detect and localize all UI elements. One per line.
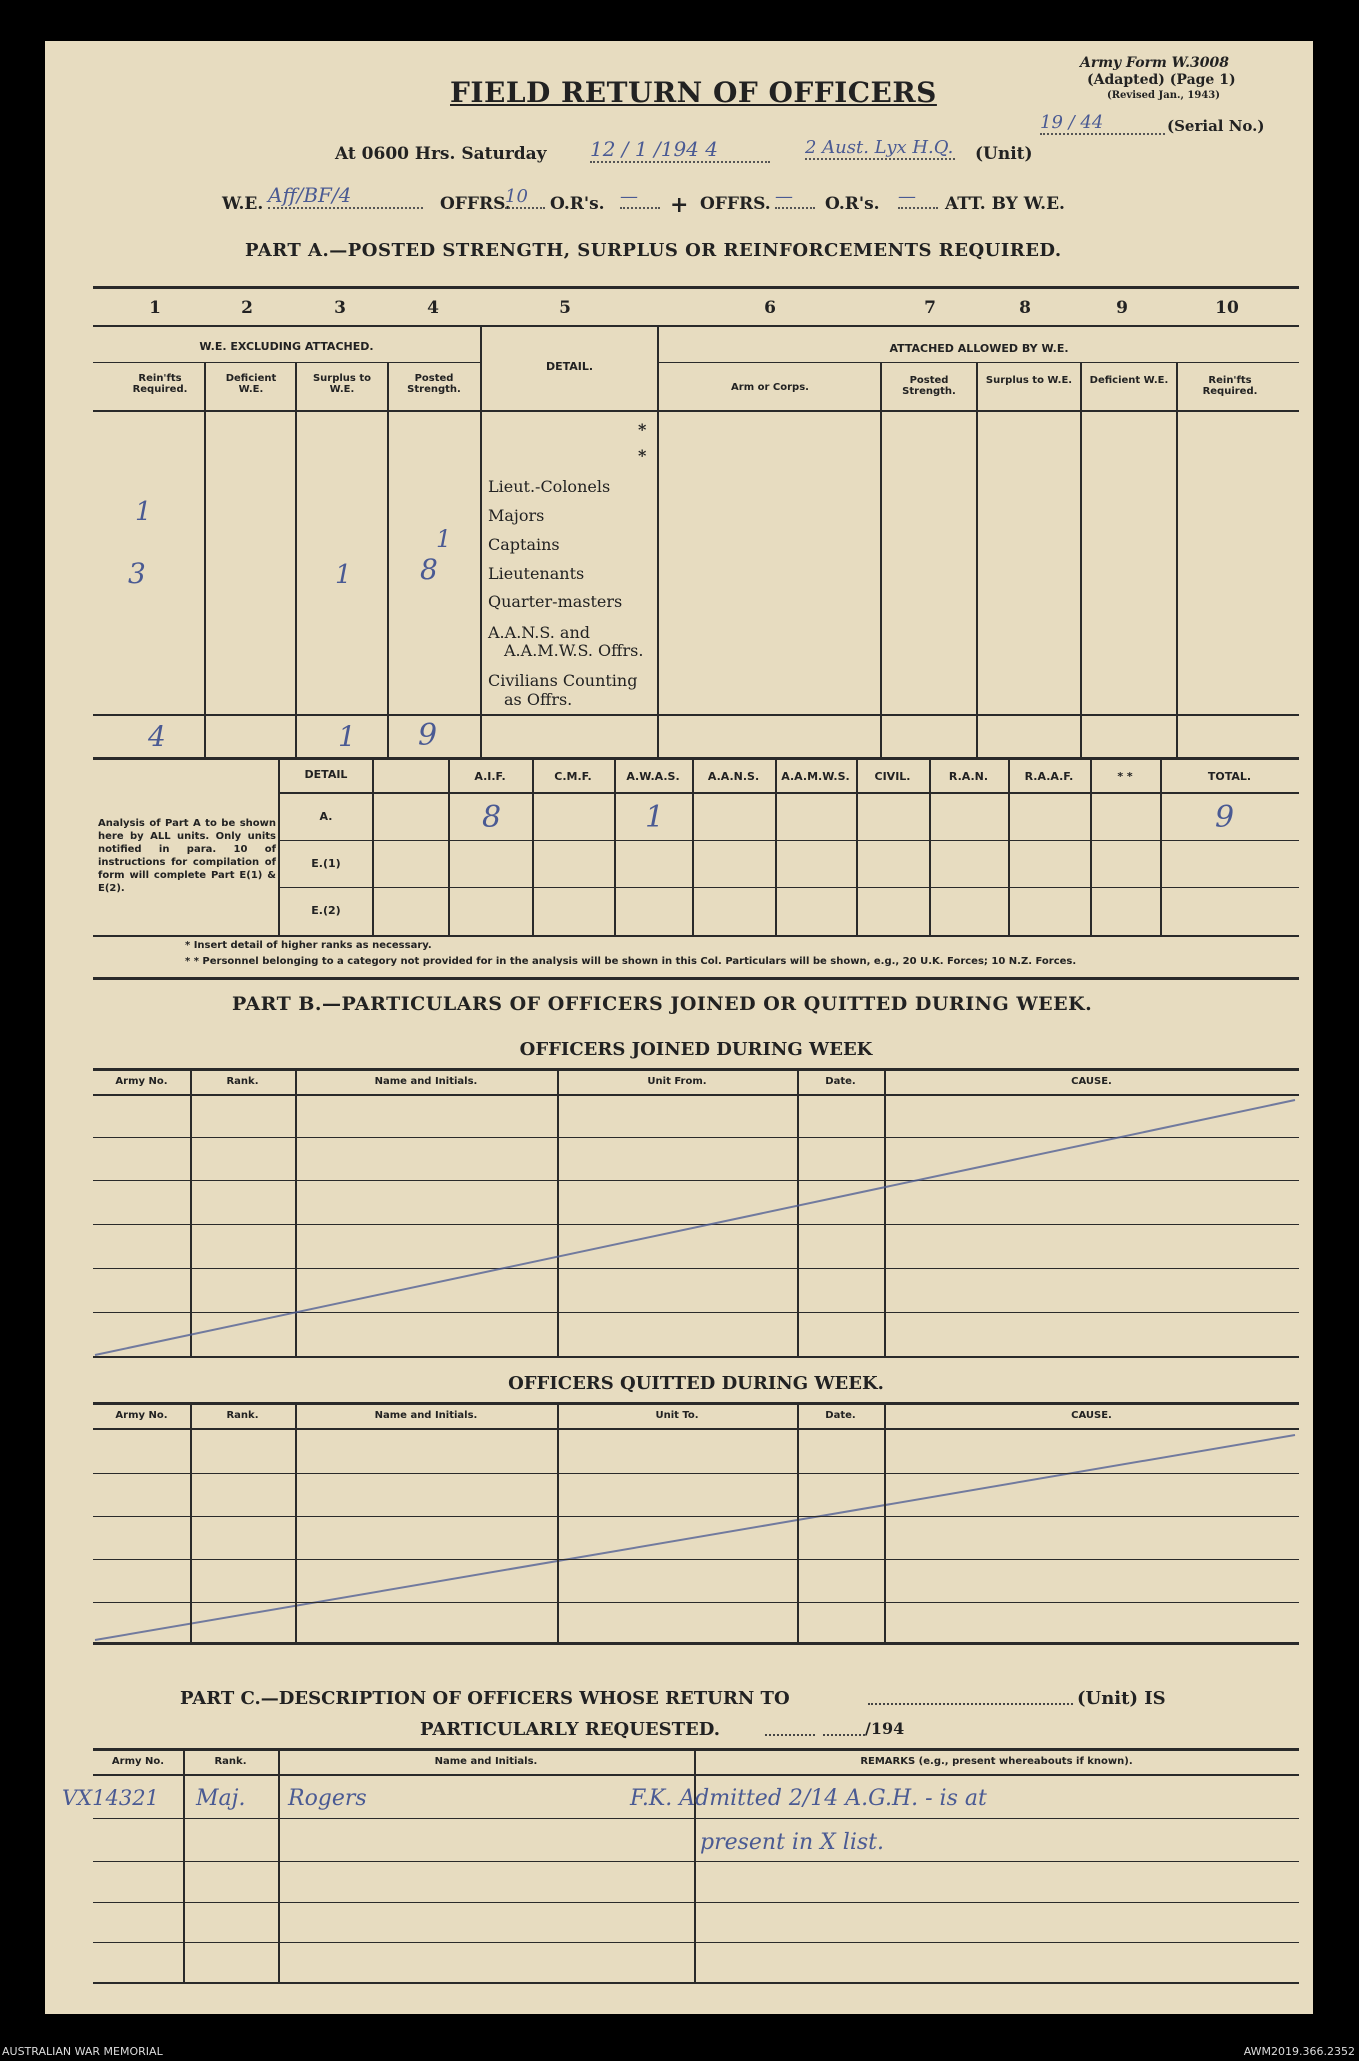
analysis-head-other: * * [1117,770,1133,783]
rank-aamws: A.A.M.W.S. Offrs. [504,641,644,660]
quitted-row-rule [93,1559,1299,1560]
joined-head-name: Name and Initials. [374,1076,478,1087]
col-number: 7 [924,298,936,318]
part-c-head-rule [93,1774,1299,1776]
unit-label: (Unit) [975,144,1033,164]
surplus-we-head: Surplus to W.E. [312,373,372,395]
part-c-date-blank-1 [765,1734,815,1736]
analysis-head-civil: CIVIL. [874,770,911,783]
part-b-title: PART B.—PARTICULARS OF OFFICERS JOINED OR QUITTED DURING WEEK. [232,993,1093,1015]
part-c-year: /194 [865,1719,905,1738]
part-c-row-rule [93,1942,1299,1943]
quitted-top-rule [93,1402,1299,1405]
hand-date: 12 / 1 /194 4 [590,137,770,163]
rank-quarter-masters: Quarter-masters [488,592,623,611]
quitted-divider [797,1402,799,1642]
hand-reinfts-majors: 1 [135,497,152,527]
att-surplus-we-head: Surplus to W.E. [985,375,1073,386]
part-c-unit-blank [868,1703,1073,1705]
form-title: FIELD RETURN OF OFFICERS [450,76,937,109]
joined-head-cause: CAUSE. [1071,1076,1112,1087]
part-c-bottom-rule [93,1982,1299,1984]
part-c-date-blank-2 [823,1734,865,1736]
analysis-head-cmf: C.M.F. [554,770,592,783]
part-c-divider [694,1748,696,1984]
quitted-divider [884,1402,886,1642]
hand-unit: 2 Aust. Lyx H.Q. [805,137,954,158]
quitted-head-name: Name and Initials. [374,1410,478,1421]
higher-rank-star: * [638,420,647,439]
part-c-head-name: Name and Initials. [434,1756,538,1767]
detail-heading: DETAIL. [545,360,594,373]
analysis-head-ran: R.A.N. [948,770,989,783]
hand-part-c-remark-1: F.K. Admitted 2/14 A.G.H. - is at [630,1786,987,1811]
rank-captains: Captains [488,535,560,554]
hand-part-c-name: Rogers [288,1786,367,1811]
quitted-row-rule [93,1473,1299,1474]
offrs2-label: OFFRS. [700,194,771,214]
hand-part-c-remark-2: present in X list. [700,1830,884,1855]
analysis-note: Analysis of Part A to be shown here by ALL units. Only units notified in para. 10 of instructions for compilation of form will complete Part E(1) & E(2). [98,818,276,894]
offrs-label: OFFRS. [440,194,511,214]
part-c-row-rule [93,1902,1299,1903]
quitted-divider [557,1402,559,1642]
part-c-row-rule [93,1818,1299,1819]
footnote-1: * Insert detail of higher ranks as necessary. [185,940,432,951]
hand-serial: 19 / 44 [1040,112,1165,135]
part-c-head-rank: Rank. [214,1756,247,1767]
analysis-row-e2: E.(2) [311,904,341,917]
at-hrs-label: At 0600 Hrs. Saturday [335,144,547,164]
army-form-number: Army Form W.3008 [1080,55,1230,71]
part-c-head-remarks: REMARKS (e.g., present whereabouts if known). [860,1756,1133,1767]
hand-surplus-lieutenants: 1 [335,560,352,590]
hand-offrs: 10 [505,186,545,209]
quitted-head-army-no: Army No. [115,1410,168,1421]
analysis-row-a: A. [319,810,333,823]
col-number: 10 [1215,298,1239,318]
joined-title: OFFICERS JOINED DURING WEEK [519,1039,873,1060]
col-number: 6 [764,298,776,318]
arm-or-corps-head: Arm or Corps. [731,382,809,393]
hand-ors: — [620,186,660,209]
we-excluding-heading: W.E. EXCLUDING ATTACHED. [199,340,374,353]
quitted-head-rule [93,1428,1299,1430]
hand-ors2: — [898,186,938,209]
att-by-we-label: ATT. BY W.E. [945,194,1065,214]
quitted-divider [295,1402,297,1642]
rank-lieut-colonels: Lieut.-Colonels [488,477,611,496]
footer-source: AUSTRALIAN WAR MEMORIAL [2,2045,163,2058]
att-deficient-we-head: Deficient W.E. [1089,375,1169,386]
hand-total-posted: 9 [418,718,438,753]
part-c-title: PART C.—DESCRIPTION OF OFFICERS WHOSE RETURN TO [180,1688,790,1709]
part-a-title: PART A.—POSTED STRENGTH, SURPLUS OR REINFORCEMENTS REQUIRED. [245,240,1062,261]
hand-posted-captains: 1 [436,525,452,553]
col-number: 1 [149,298,161,318]
attached-allowed-heading: ATTACHED ALLOWED BY W.E. [889,342,1069,355]
col-number: 5 [559,298,571,318]
quitted-row-rule [93,1602,1299,1603]
col-number: 8 [1019,298,1031,318]
reinfts-required-head: Rein'fts Required. [132,373,188,395]
analysis-head-aans: A.A.N.S. [707,770,760,783]
hand-we: Aff/BF/4 [268,183,423,209]
footer-accession: AWM2019.366.2352 [1243,2045,1355,2058]
quitted-head-unit-to: Unit To. [655,1410,699,1421]
analysis-head-awas: A.W.A.S. [626,770,680,783]
part-c-row-rule [93,1861,1299,1862]
rank-lieutenants: Lieutenants [488,564,585,583]
quitted-row-rule [93,1516,1299,1517]
rank-civilians-cont: as Offrs. [504,690,573,709]
rank-majors: Majors [488,506,545,525]
deficient-we-head: Deficient W.E. [225,373,277,395]
joined-head-unit-from: Unit From. [647,1076,707,1087]
att-reinfts-required-head: Rein'fts Required. [1202,375,1258,397]
posted-strength-head: Posted Strength. [407,373,461,395]
part-c-unit-is: (Unit) IS [1077,1688,1166,1709]
att-posted-strength-head: Posted Strength. [902,375,956,397]
quitted-head-date: Date. [825,1410,856,1421]
analysis-head-raaf: R.A.A.F. [1024,770,1074,783]
analysis-head-aif: A.I.F. [474,770,506,783]
hand-total-reinfts: 4 [148,720,166,753]
joined-head-rank: Rank. [226,1076,259,1087]
hand-part-c-army-no: VX14321 [62,1786,159,1810]
quitted-divider [190,1402,192,1642]
part-c-top-rule [93,1748,1299,1751]
hand-posted-lieutenants: 8 [420,553,438,586]
col-number: 3 [334,298,346,318]
plus-sign: + [670,192,689,218]
part-c-divider [278,1748,280,1984]
joined-head-army-no: Army No. [115,1076,168,1087]
footnote-2: * * Personnel belonging to a category not provided for in the analysis will be shown in this Col. Particulars will be shown, e.g., 20 U.K. Forces; 10 N.Z. Forces. [185,956,1077,967]
ors2-label: O.R's. [825,194,880,214]
we-label: W.E. [222,194,264,214]
col-number: 4 [427,298,439,318]
hand-reinfts-lieutenants: 3 [128,557,146,590]
analysis-head-aamws: A.A.M.W.S. [781,770,850,783]
quitted-head-cause: CAUSE. [1071,1410,1112,1421]
hand-aif-count: 8 [482,800,502,835]
quitted-head-rank: Rank. [226,1410,259,1421]
higher-rank-star: * [638,446,647,465]
analysis-row-e1: E.(1) [311,857,341,870]
rank-civilians: Civilians Counting [488,671,638,690]
part-c-requested: PARTICULARLY REQUESTED. [420,1719,720,1740]
col-number: 9 [1116,298,1128,318]
ors-label: O.R's. [550,194,605,214]
part-c-divider [183,1748,185,1984]
hand-awas-count: 1 [645,800,665,835]
hand-total-count: 9 [1215,800,1235,835]
hand-part-c-rank: Maj. [196,1786,246,1811]
hand-offrs2: — [775,186,815,209]
part-c-head-army-no: Army No. [111,1756,165,1767]
revised-label: (Revised Jan., 1943) [1107,90,1220,101]
rank-aans: A.A.N.S. and [488,623,590,642]
analysis-head-detail: DETAIL [304,768,348,781]
adapted-label: (Adapted) (Page 1) [1087,72,1236,88]
col-number: 2 [241,298,253,318]
analysis-head-total: TOTAL. [1207,770,1252,783]
quitted-title: OFFICERS QUITTED DURING WEEK. [508,1373,884,1394]
quitted-bottom-rule [93,1642,1299,1645]
joined-head-date: Date. [825,1076,856,1087]
serial-label: (Serial No.) [1167,117,1265,135]
hand-total-surplus: 1 [338,720,356,753]
